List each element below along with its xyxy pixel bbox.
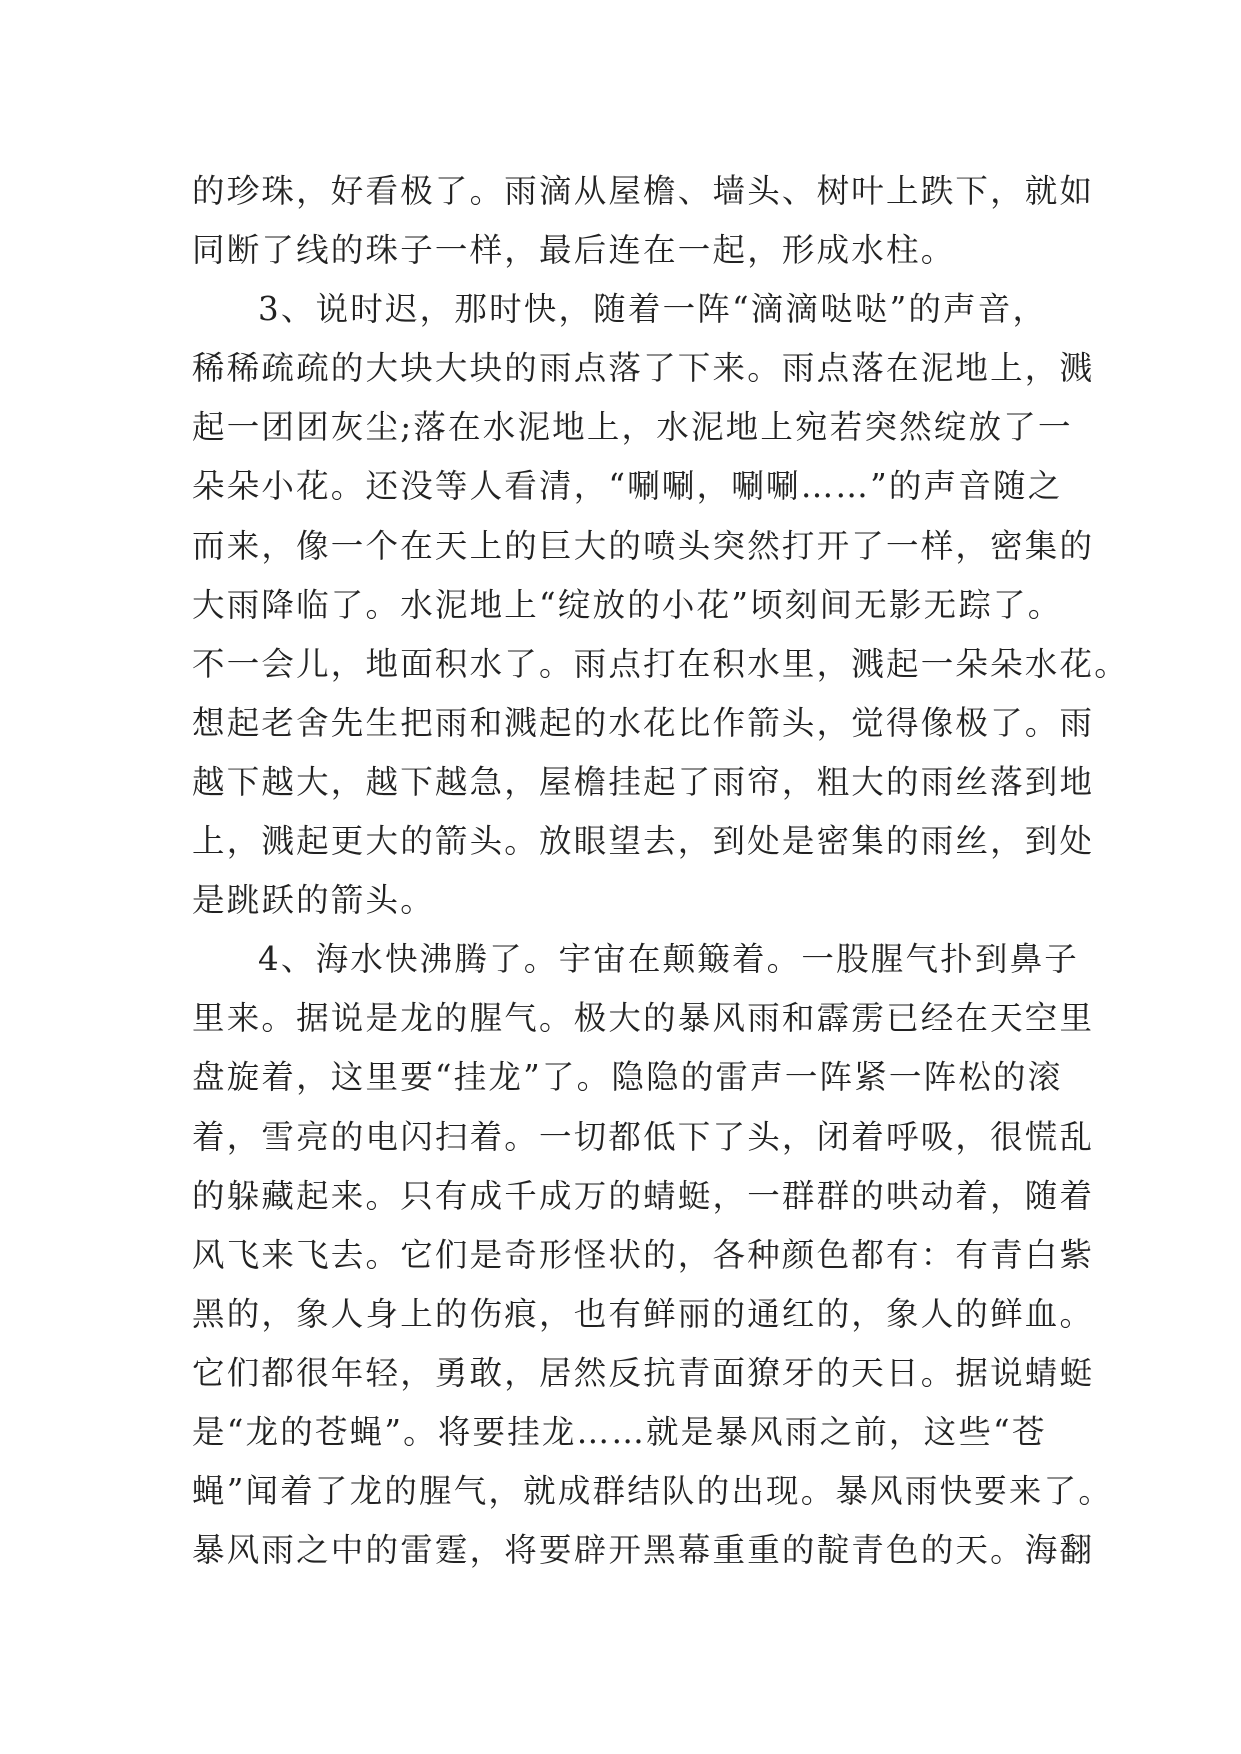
text-line: 想起老舍先生把雨和溅起的水花比作箭头，觉得像极了。雨 <box>192 703 1095 742</box>
paragraph-4-start: 4、海水快沸腾了。宇宙在颠簸着。一股腥气扑到鼻子 <box>258 940 1079 979</box>
text-line: 着，雪亮的电闪扫着。一切都低下了头，闭着呼吸，很慌乱 <box>192 1117 1095 1156</box>
text-line: 盘旋着，这里要“挂龙”了。隐隐的雷声一阵紧一阵松的滚 <box>192 1058 1063 1097</box>
text-line: 上，溅起更大的箭头。放眼望去，到处是密集的雨丝，到处 <box>192 822 1095 861</box>
text-line: 不一会儿，地面积水了。雨点打在积水里，溅起一朵朵水花。 <box>192 644 1129 683</box>
text-line: 里来。据说是龙的腥气。极大的暴风雨和霹雳已经在天空里 <box>192 999 1095 1038</box>
text-line: 起一团团灰尘;落在水泥地上，水泥地上宛若突然绽放了一 <box>192 408 1073 447</box>
text-line: 暴风雨之中的雷霆，将要辟开黑幕重重的靛青色的天。海翻 <box>192 1531 1095 1570</box>
text-line: 风飞来飞去。它们是奇形怪状的，各种颜色都有：有青白紫 <box>192 1235 1095 1274</box>
text-line: 黑的，象人身上的伤痕，也有鲜丽的通红的，象人的鲜血。 <box>192 1294 1095 1333</box>
text-line: 蝇”闻着了龙的腥气，就成群结队的出现。暴风雨快要来了。 <box>192 1472 1114 1511</box>
text-line: 而来，像一个在天上的巨大的喷头突然打开了一样，密集的 <box>192 526 1095 565</box>
body-text <box>192 162 1129 1580</box>
text-line: 它们都很年轻，勇敢，居然反抗青面獠牙的天日。据说蜻蜓 <box>192 1353 1095 1392</box>
paragraph-3-start: 3、说时迟，那时快，随着一阵“滴滴哒哒”的声音， <box>258 290 1048 329</box>
text-line: 是跳跃的箭头。 <box>192 881 435 920</box>
text-line: 越下越大，越下越急，屋檐挂起了雨帘，粗大的雨丝落到地 <box>192 762 1095 801</box>
text-line: 朵朵小花。还没等人看清，“唰唰，唰唰……”的声音随之 <box>192 467 1063 506</box>
text-line: 的躲藏起来。只有成千成万的蜻蜓，一群群的哄动着，随着 <box>192 1176 1095 1215</box>
text-line: 同断了线的珠子一样，最后连在一起，形成水柱。 <box>192 231 956 270</box>
text-line: 稀稀疏疏的大块大块的雨点落了下来。雨点落在泥地上，溅 <box>192 349 1095 388</box>
text-line: 的珍珠，好看极了。雨滴从屋檐、墙头、树叶上跌下，就如 <box>192 172 1095 210</box>
text-line: 是“龙的苍蝇”。将要挂龙……就是暴风雨之前，这些“苍 <box>192 1412 1047 1451</box>
text-line: 大雨降临了。水泥地上“绽放的小花”顷刻间无影无踪了。 <box>192 585 1063 624</box>
